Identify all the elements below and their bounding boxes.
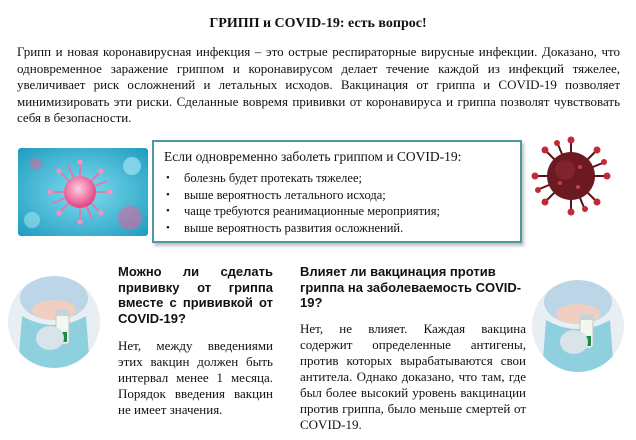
faq-question-1: Можно ли сделать прививку от гриппа вместе с прививкой от COVID-19? (118, 264, 273, 326)
info-box-heading: Если одновременно заболеть гриппом и COVID-19: (164, 149, 462, 164)
virus-illustration (18, 148, 148, 236)
list-item: • выше вероятность развития осложнений. (166, 220, 440, 237)
faq-question-2: Влияет ли вакцинация против гриппа на заболеваемость COVID-19? (300, 264, 522, 310)
list-item: • болезнь будет протекать тяжелее; (166, 170, 440, 187)
page-title: ГРИПП и COVID-19: есть вопрос! (209, 16, 427, 31)
coronavirus-image (530, 135, 612, 217)
list-item: • чаще требуются реанимационные мероприятия; (166, 203, 440, 220)
doctor-with-vaccine-image (8, 276, 100, 368)
faq-answer-2: Нет, не влияет. Каждая вакцина содержит определенные антигены, против которых вырабатываются свои антитела. Однако доказано, что там, где был более высокий уровень вакцинации против гриппа, было меньше смертей от COVID-19. (300, 321, 526, 432)
doctor-with-vaccine-image (532, 280, 624, 372)
info-box (152, 140, 522, 243)
list-item: • выше вероятность летального исхода; (166, 187, 440, 204)
faq-answer-1: Нет, между введениями этих вакцин должен быть интервал менее 1 месяца. Порядок введения вакцин не имеет значения. (118, 338, 273, 417)
risk-list (166, 170, 440, 236)
intro-paragraph: Грипп и новая коронавирусная инфекция – это острые респираторные вирусные инфекции. Доказано, что одновременное заражение гриппом и коронавирусом делает течение каждой из инфекций тяжелее, увеличивает риск осложнений и летальных исходов. Вакцинация от гриппа и COVID-19 позволяет минимизировать эти риски. Сделанные вовремя прививки от коронавируса и гриппа позволят чувствовать себя в безопасности. (17, 44, 620, 125)
